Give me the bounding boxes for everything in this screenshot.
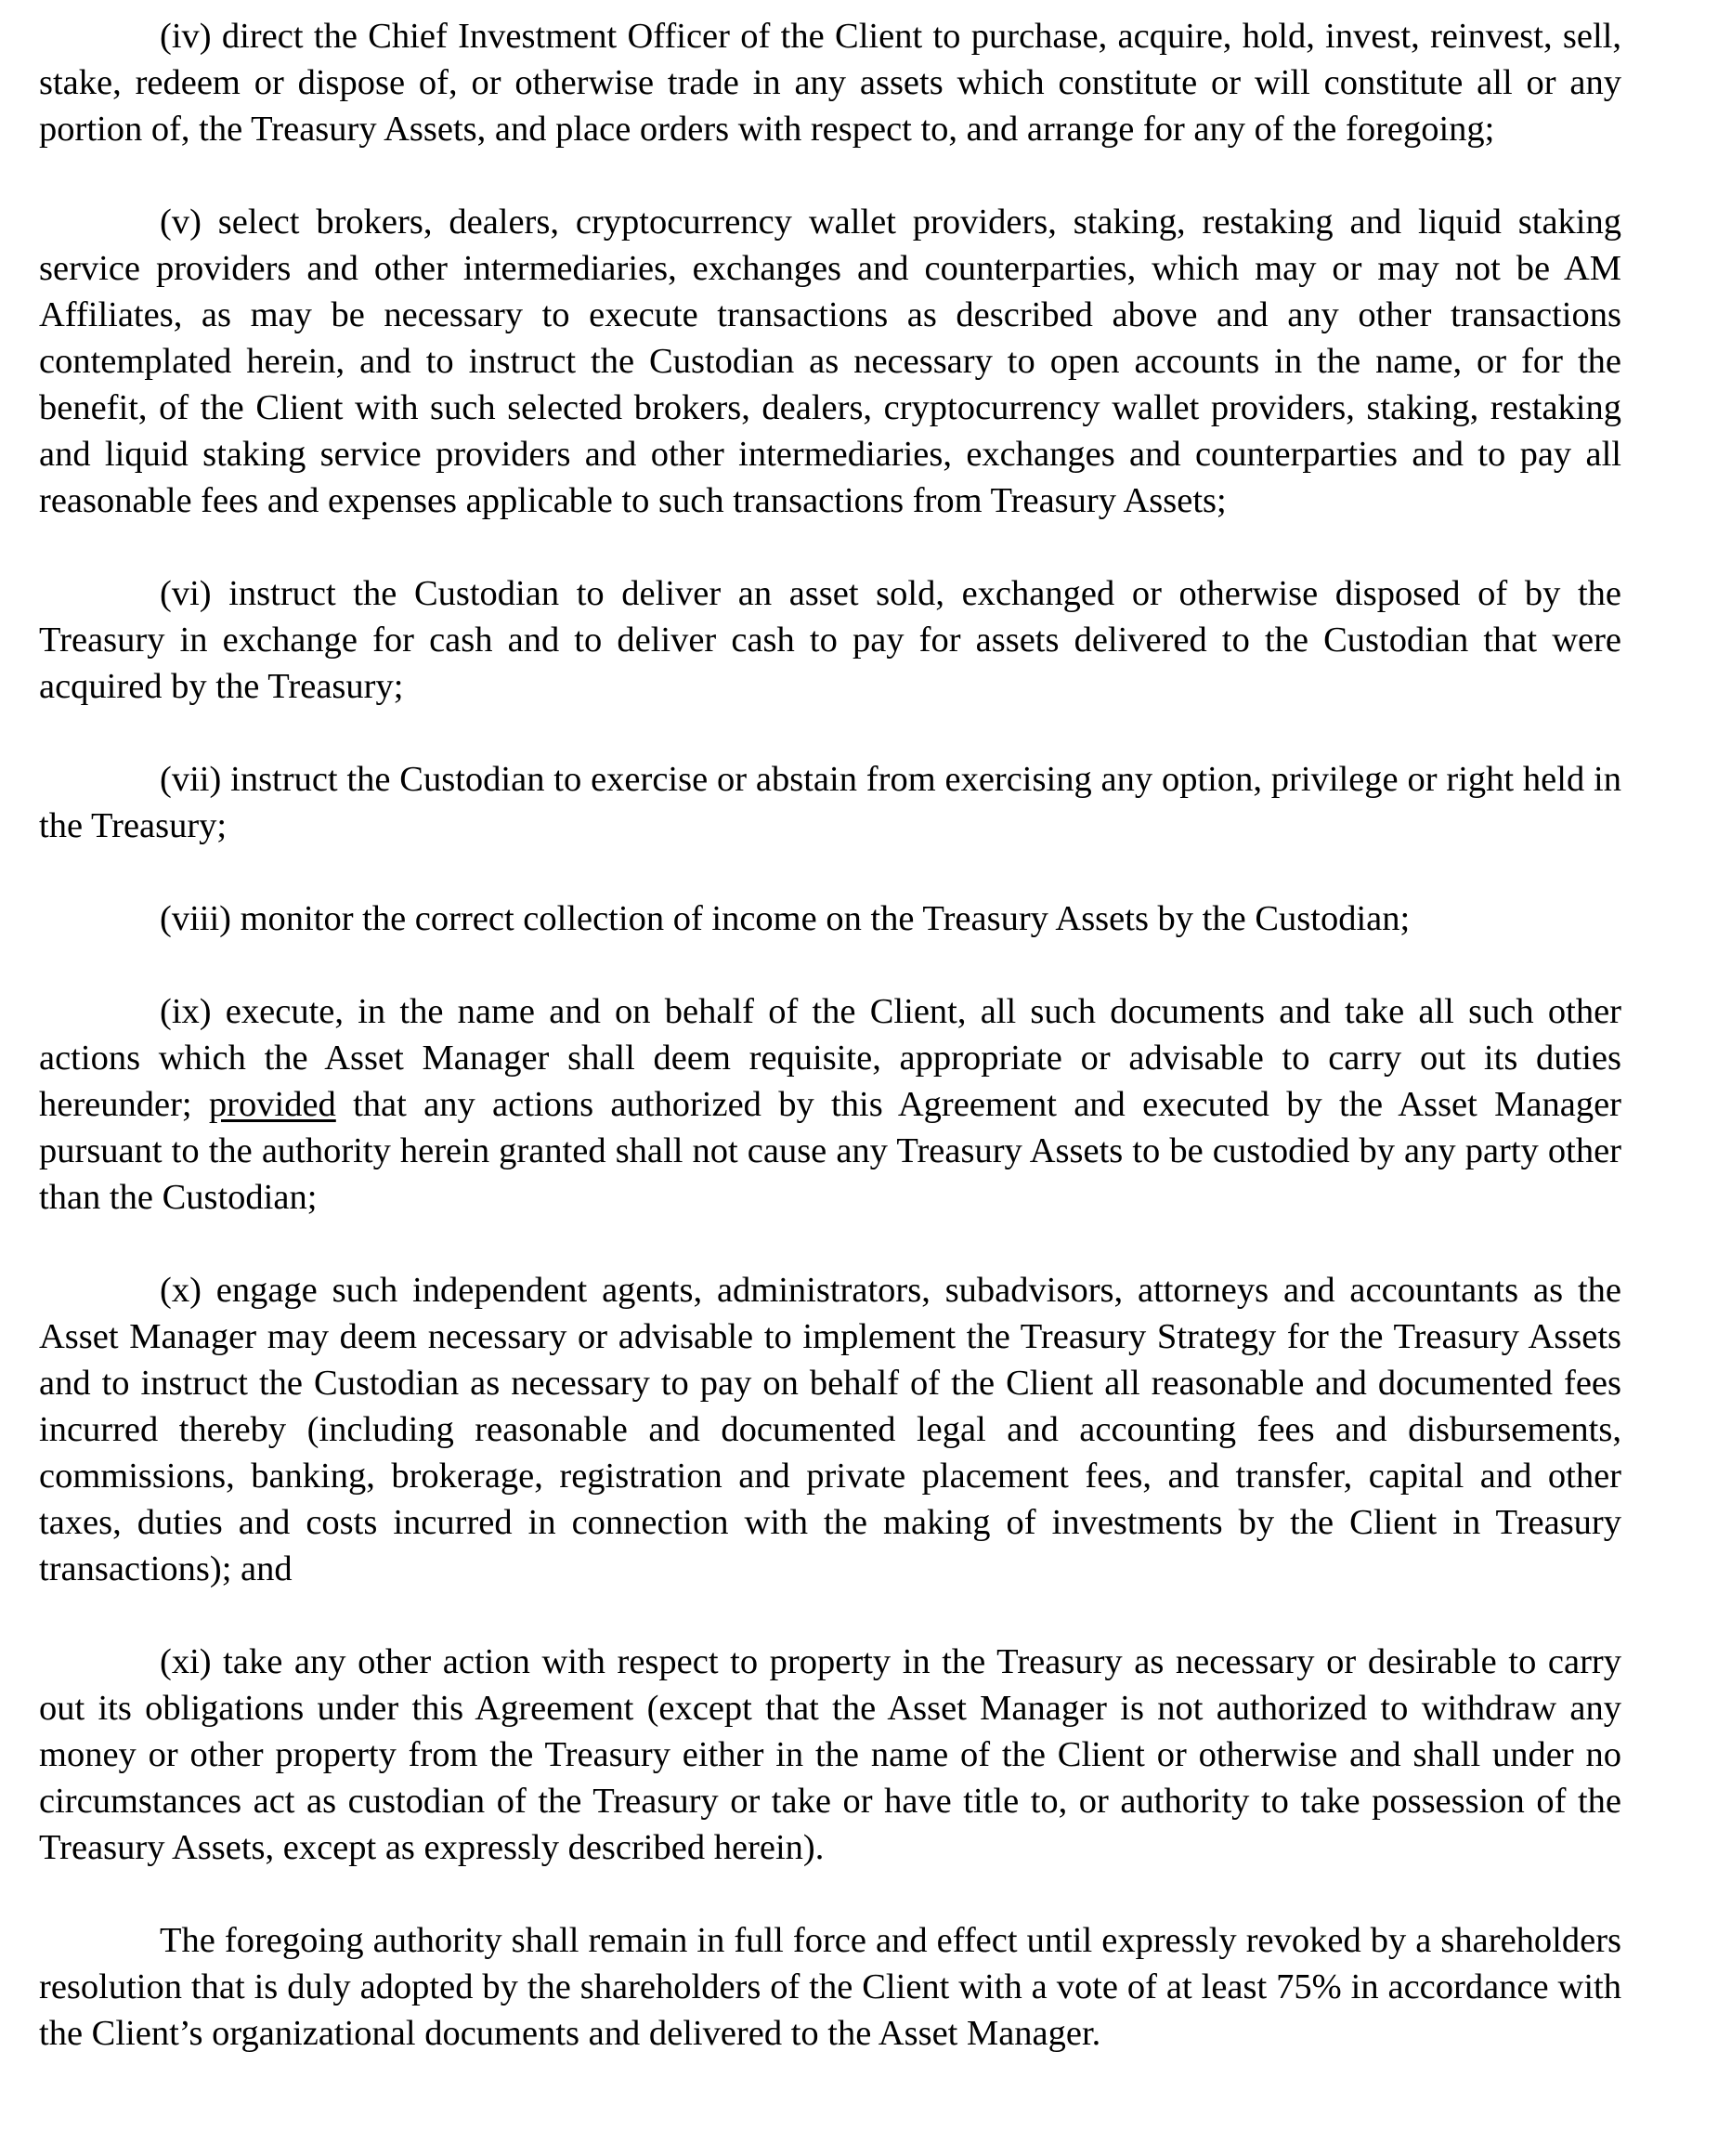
clause-v: (v) select brokers, dealers, cryptocurrency wallet providers, staking, restaking and liquid staking service providers and other intermediaries, exchanges and counterparties, which may or may not be AM Affiliates, as may be necessary to execute transactions as described above and any other transactions contemplated herein, and to instruct the Custodian as necessary to open accounts in the name, or for the benefit, of the Client with such selected brokers, dealers, cryptocurrency wallet providers, staking, restaking and liquid staking service providers and other intermediaries, exchanges and counterparties and to pay all reasonable fees and expenses applicable to such transactions from Treasury Assets;	[39, 203, 1621, 520]
clause-ix-text-before: (ix) execute, in the name and on behalf of the Client, all such documents and take all such other actions which the Asset Manager shall deem requisite, appropriate or advisable to carry out its duties hereunder;	[39, 992, 1621, 1124]
clause-iv: (iv) direct the Chief Investment Officer of the Client to purchase, acquire, hold, invest, reinvest, sell, stake, redeem or dispose of, or otherwise trade in any assets which constitute or will constitute all or any portion of, the Treasury Assets, and place orders with respect to, and arrange for any of the foregoing;	[39, 17, 1621, 149]
clause-ix	[39, 988, 1621, 1221]
clause-viii: (viii) monitor the correct collection of income on the Treasury Assets by the Custodian;	[160, 899, 1411, 938]
clause-vi: (vi) instruct the Custodian to deliver an asset sold, exchanged or otherwise disposed of by the Treasury in exchange for cash and to deliver cash to pay for assets delivered to the Custodian that were acquired by the Treasury;	[39, 574, 1621, 706]
clause-vii: (vii) instruct the Custodian to exercise or abstain from exercising any option, privilege or right held in the Treasury;	[39, 760, 1621, 845]
clause-xi: (xi) take any other action with respect to property in the Treasury as necessary or desirable to carry out its obligations under this Agreement (except that the Asset Manager is not authorized to withdraw any money or other property from the Treasury either in the name of the Client or otherwise and shall under no circumstances act as custodian of the Treasury or take or have title to, or authority to take possession of the Treasury Assets, except as expressly described herein).	[39, 1642, 1621, 1867]
clause-ix-provided-term: provided	[208, 1085, 336, 1124]
closing-paragraph: The foregoing authority shall remain in full force and effect until expressly revoked by a shareholders resolution that is duly adopted by the shareholders of the Client with a vote of at least 75% in accordance with the Client’s organizational documents and delivered to the Asset Manager.	[39, 1921, 1621, 2053]
clause-x: (x) engage such independent agents, administrators, subadvisors, attorneys and accountants as the Asset Manager may deem necessary or advisable to implement the Treasury Strategy for the Treasury Assets and to instruct the Custodian as necessary to pay on behalf of the Client all reasonable and documented fees incurred thereby (including reasonable and documented legal and accounting fees and disbursements, commissions, banking, brokerage, registration and private placement fees, and transfer, capital and other taxes, duties and costs incurred in connection with the making of investments by the Client in Treasury transactions); and	[39, 1271, 1621, 1588]
clause-ix-text-after: that any actions authorized by this Agreement and executed by the Asset Manager pursuant to the authority herein granted shall not cause any Treasury Assets to be custodied by any party other than the Custodian;	[39, 1085, 1621, 1217]
